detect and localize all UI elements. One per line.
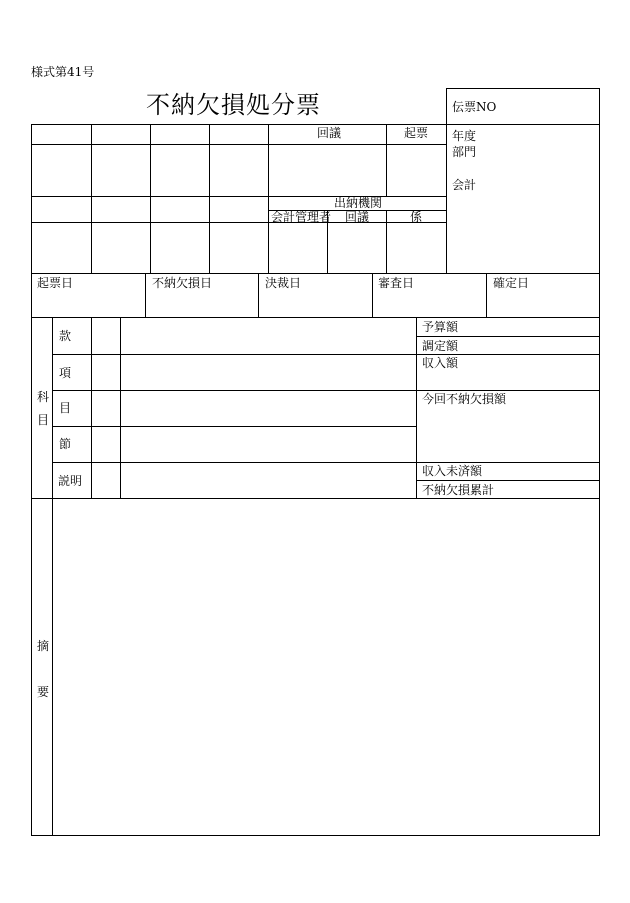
approval-kihyo-label: 起票 bbox=[404, 126, 429, 140]
konkai-amount-field[interactable] bbox=[417, 408, 599, 461]
voucher-no-label: 伝票NO bbox=[452, 100, 497, 114]
kanrisha-stamp[interactable] bbox=[269, 223, 326, 272]
kan-name-field[interactable] bbox=[121, 318, 415, 353]
date-kessai-field[interactable] bbox=[259, 292, 371, 316]
setsu-code-field[interactable] bbox=[92, 427, 119, 461]
approval-stamp-cell-5[interactable] bbox=[32, 223, 90, 272]
nendo-label: 年度 bbox=[452, 129, 477, 143]
kamoku-label-2: 目 bbox=[37, 413, 50, 427]
shunyu-label: 収入額 bbox=[422, 356, 459, 370]
approval-kihyo-stamp[interactable] bbox=[387, 145, 445, 195]
right-border bbox=[599, 88, 600, 836]
approval-kakari-label: 係 bbox=[410, 210, 423, 224]
voucher-no-field[interactable] bbox=[500, 89, 598, 123]
konkai-label: 今回不納欠損額 bbox=[422, 392, 507, 406]
form-number: 様式第41号 bbox=[31, 65, 95, 79]
approval-stamp-cell-6[interactable] bbox=[92, 223, 149, 272]
kaikei-label: 会計 bbox=[452, 178, 477, 192]
tekiyo-label-1: 摘 bbox=[37, 639, 50, 653]
chotei-label: 調定額 bbox=[422, 339, 459, 353]
setsumei-field[interactable] bbox=[121, 463, 415, 497]
kaigi2-stamp[interactable] bbox=[328, 223, 385, 272]
approval-stamp-cell-4[interactable] bbox=[210, 145, 267, 195]
approval-suitou-label: 出納機関 bbox=[334, 196, 383, 210]
date-shinsa-field[interactable] bbox=[373, 292, 485, 316]
approval-kaigi2-label: 回議 bbox=[345, 210, 370, 224]
setsu-name-field[interactable] bbox=[121, 427, 415, 461]
subject-setsumei-label: 説明 bbox=[58, 474, 83, 488]
bumon-label: 部門 bbox=[452, 145, 477, 159]
setsumei-code-field[interactable] bbox=[92, 463, 119, 497]
kamoku-label-1: 科 bbox=[37, 390, 50, 404]
moku-name-field[interactable] bbox=[121, 391, 415, 425]
tekiyo-label-2: 要 bbox=[37, 685, 50, 699]
approval-kaigi-stamp[interactable] bbox=[269, 145, 385, 195]
kou-name-field[interactable] bbox=[121, 355, 415, 389]
page-bottom-line bbox=[31, 835, 600, 836]
yosan-label: 予算額 bbox=[422, 320, 459, 334]
ruikei-label: 不納欠損累計 bbox=[422, 483, 495, 497]
approval-kanrisha-label: 会計管理者 bbox=[271, 210, 332, 224]
kou-code-field[interactable] bbox=[92, 355, 119, 389]
approval-kaigi-label: 回議 bbox=[317, 126, 342, 140]
amount-split-1 bbox=[416, 336, 600, 337]
date-kakutei-field[interactable] bbox=[487, 292, 598, 316]
subject-setsu-label: 節 bbox=[59, 437, 72, 451]
page-title: 不納欠損処分票 bbox=[146, 91, 321, 119]
approval-bottom-line bbox=[31, 273, 600, 274]
date-kihyo-field[interactable] bbox=[32, 292, 144, 316]
amount-split-2 bbox=[416, 480, 600, 481]
date-kessai-label: 決裁日 bbox=[265, 276, 302, 290]
kan-code-field[interactable] bbox=[92, 318, 119, 353]
mizumi-label: 収入未済額 bbox=[422, 464, 483, 478]
approval-stamp-cell-3[interactable] bbox=[151, 145, 208, 195]
voucher-left-border bbox=[446, 88, 447, 274]
subject-moku-label: 目 bbox=[59, 401, 72, 415]
approval-stamp-cell-2[interactable] bbox=[92, 145, 149, 195]
approval-stamp-cell-8[interactable] bbox=[210, 223, 267, 272]
info-field[interactable] bbox=[490, 125, 598, 272]
subject-kou-label: 項 bbox=[59, 366, 72, 380]
kakari-stamp[interactable] bbox=[387, 223, 445, 272]
date-funou-field[interactable] bbox=[146, 292, 257, 316]
approval-stamp-cell-7[interactable] bbox=[151, 223, 208, 272]
tekiyo-field[interactable] bbox=[53, 499, 599, 834]
approval-stamp-cell-1[interactable] bbox=[32, 145, 90, 195]
date-kakutei-label: 確定日 bbox=[493, 276, 530, 290]
subject-kan-label: 款 bbox=[59, 329, 72, 343]
date-funou-label: 不納欠損日 bbox=[152, 276, 213, 290]
moku-code-field[interactable] bbox=[92, 391, 119, 425]
date-shinsa-label: 審査日 bbox=[378, 276, 415, 290]
date-kihyo-label: 起票日 bbox=[37, 276, 74, 290]
approval-row2-line bbox=[31, 196, 446, 197]
